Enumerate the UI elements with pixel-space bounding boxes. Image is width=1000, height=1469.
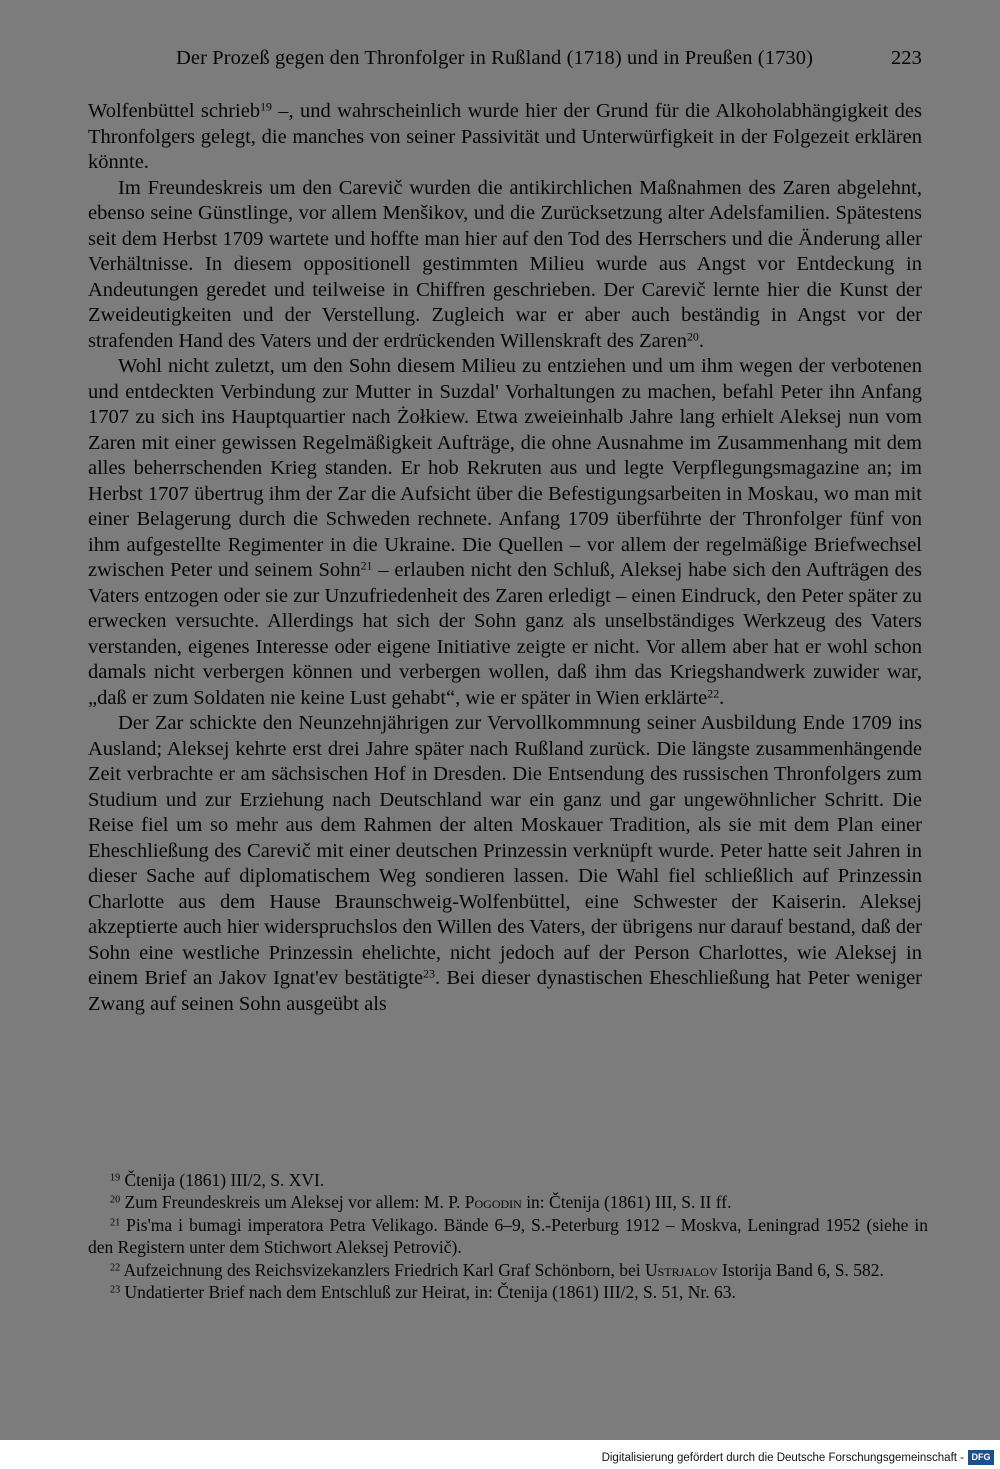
paragraph: Wohl nicht zuletzt, um den Sohn diesem Milieu zu entziehen und um ihm wegen der verbotenen und entdeckten Verbindung zur Mutter in Suzdal' Vorhaltungen zu machen, befahl Peter ihn Anfang 1707 zu sich ins Hauptquartier nach Żołkiew. Etwa zweieinhalb Jahre lang erhielt Aleksej nun vom Zaren mit einer gewissen Regelmäßigkeit Aufträge, die ohne Ausnahme im Zusammenhang mit dem alles beherrschenden Krieg standen. Er hob Rekruten aus und legte Verpflegungsmagazine an; im Herbst 1707 übertrug ihm der Zar die Aufsicht über die Befestigungsarbeiten in Moskau, wo man mit einer Belagerung durch die Schweden rechnete. Anfang 1709 überführte der Thronfolger fünf von ihm aufgestellte Regimenter in die Ukraine. Die Quellen – vor allem der regelmäßige Briefwechsel zwischen Peter und seinem Sohn$^{21}$ – erlauben nicht den Schluß, Aleksej habe sich den Aufträgen des Vaters entzogen oder sie zur Unzufriedenheit des Zaren erledigt – einen Eindruck, den Peter später zu erwecken versuchte. Allerdings hat sich der Sohn ganz als unselbständiges Werkzeug des Vaters verstanden, eigenes Interesse oder eigene Initiative zeigte er nicht. Vor allem aber hat er wohl schon damals nicht verbergen können und verbergen wollen, daß ihm das Kriegshandwerk zuwider war, „daß er zum Soldaten nie keine Lust gehabt“, wie er später in Wien erklärte$^{22}$. (88, 355, 922, 709)
footnote-ref: 22 (707, 685, 720, 700)
funding-credit: Digitalisierung gefördert durch die Deutsche Forschungsgemeinschaft - (601, 1452, 964, 1464)
digitization-footer (0, 1448, 1000, 1469)
footnote: $^{22}$ Aufzeichnung des Reichsvizekanzlers Friedrich Karl Graf Schönborn, bei Ustrjalov Istorija Band 6, S. 582. (110, 1259, 884, 1280)
footnote: $^{19}$ Čtenija (1861) III/2, S. XVI. (110, 1170, 325, 1190)
page-number: 223 (890, 47, 922, 69)
footnote-ref: 19 (260, 99, 272, 114)
footnote: $^{23}$ Undatierter Brief nach dem Entschluß zur Heirat, in: Čtenija (1861) III/2, S. 51, Nr. 63. (110, 1282, 736, 1303)
footnote-ref: 23 (423, 966, 435, 981)
footnotes (88, 1169, 928, 1303)
footnote-ref: 20 (686, 328, 699, 343)
footnote-number: 21 (110, 1217, 121, 1229)
footnote-number: 19 (110, 1172, 121, 1184)
body-text (88, 99, 922, 1017)
footnote-ref: 21 (360, 558, 373, 573)
footnote: $^{20}$ Zum Freundeskreis um Aleksej vor allem: M. P. Pogodin in: Čtenija (1861) III, S. II ff. (110, 1192, 732, 1213)
running-header (88, 43, 922, 73)
footnote: $^{21}$ Pis'ma i bumagi imperatora Petra Velikago. Bände 6–9, S.-Peterburg 1912 – Moskva, Leningrad 1952 (siehe in den Registern unter dem Stichwort Aleksej Petrovič). (88, 1214, 928, 1258)
footnote-number: 20 (110, 1194, 121, 1206)
paragraph: Wolfenbüttel schrieb$^{19}$ –, und wahrscheinlich wurde hier der Grund für die Alkoholabhängigkeit des Thronfolgers gelegt, die manches von seiner Passivität und Unterwürfigkeit in der Folgezeit erklären könnte. (88, 99, 922, 173)
dfg-logo-icon: DFG (968, 1450, 994, 1465)
author-name: Ustrjalov (644, 1259, 718, 1280)
running-title: Der Prozeß gegen den Thronfolger in Rußland (1718) und in Preußen (1730) (176, 47, 814, 69)
footnote-number: 23 (110, 1284, 121, 1296)
author-name: Pogodin (464, 1192, 522, 1213)
footnote-number: 22 (110, 1262, 121, 1274)
paragraph: Der Zar schickte den Neunzehnjährigen zur Vervollkommnung seiner Ausbildung Ende 1709 ins Ausland; Aleksej kehrte erst drei Jahre später nach Rußland zurück. Die längste zusammenhängende Zeit verbrachte er am sächsischen Hof in Dresden. Die Entsendung des russischen Thronfolgers zum Studium und zur Erziehung nach Deutschland war ein ganz und gar ungewöhnlicher Schritt. Die Reise fiel um so mehr aus dem Rahmen der alten Moskauer Tradition, als sie mit dem Plan einer Eheschließung des Carevič mit einer deutschen Prinzessin verknüpft wurde. Peter hatte seit Jahren in dieser Sache auf diplomatischem Weg sondieren lassen. Die Wahl fiel schließlich auf Prinzessin Charlotte aus dem Hause Braunschweig-Wolfenbüttel, eine Schwester der Kaiserin. Aleksej akzeptierte auch hier widerspruchslos den Willen des Vaters, der übrigens nur darauf bestand, daß der Sohn eine westliche Prinzessin ehelichte, nicht jedoch auf der Person Charlottes, wie Aleksej in einem Brief an Jakov Ignat'ev bestätigte$^{23}$. Bei dieser dynastischen Eheschließung hat Peter weniger Zwang auf seinen Sohn ausgeübt als (88, 712, 923, 1015)
paragraph: Im Freundeskreis um den Carevič wurden die antikirchlichen Maßnahmen des Zaren abgelehnt, ebenso seine Günstlinge, vor allem Menšikov, und die Zurücksetzung alter Adelsfamilien. Spätestens seit dem Herbst 1709 wartete und hoffte man hier auf den Tod des Herrschers und die Änderung aller Verhältnisse. In diesem oppositionell gestimmten Milieu wurde aus Angst vor Entdeckung in Andeutungen geredet und teilweise in Chiffren geschrieben. Der Carevič lernte hier die Kunst der Zweideutigkeiten und der Verstellung. Zugleich war er aber auch beständig in Angst vor der strafenden Hand des Vaters und der erdrückenden Willenskraft des Zaren$^{20}$. (88, 176, 922, 352)
